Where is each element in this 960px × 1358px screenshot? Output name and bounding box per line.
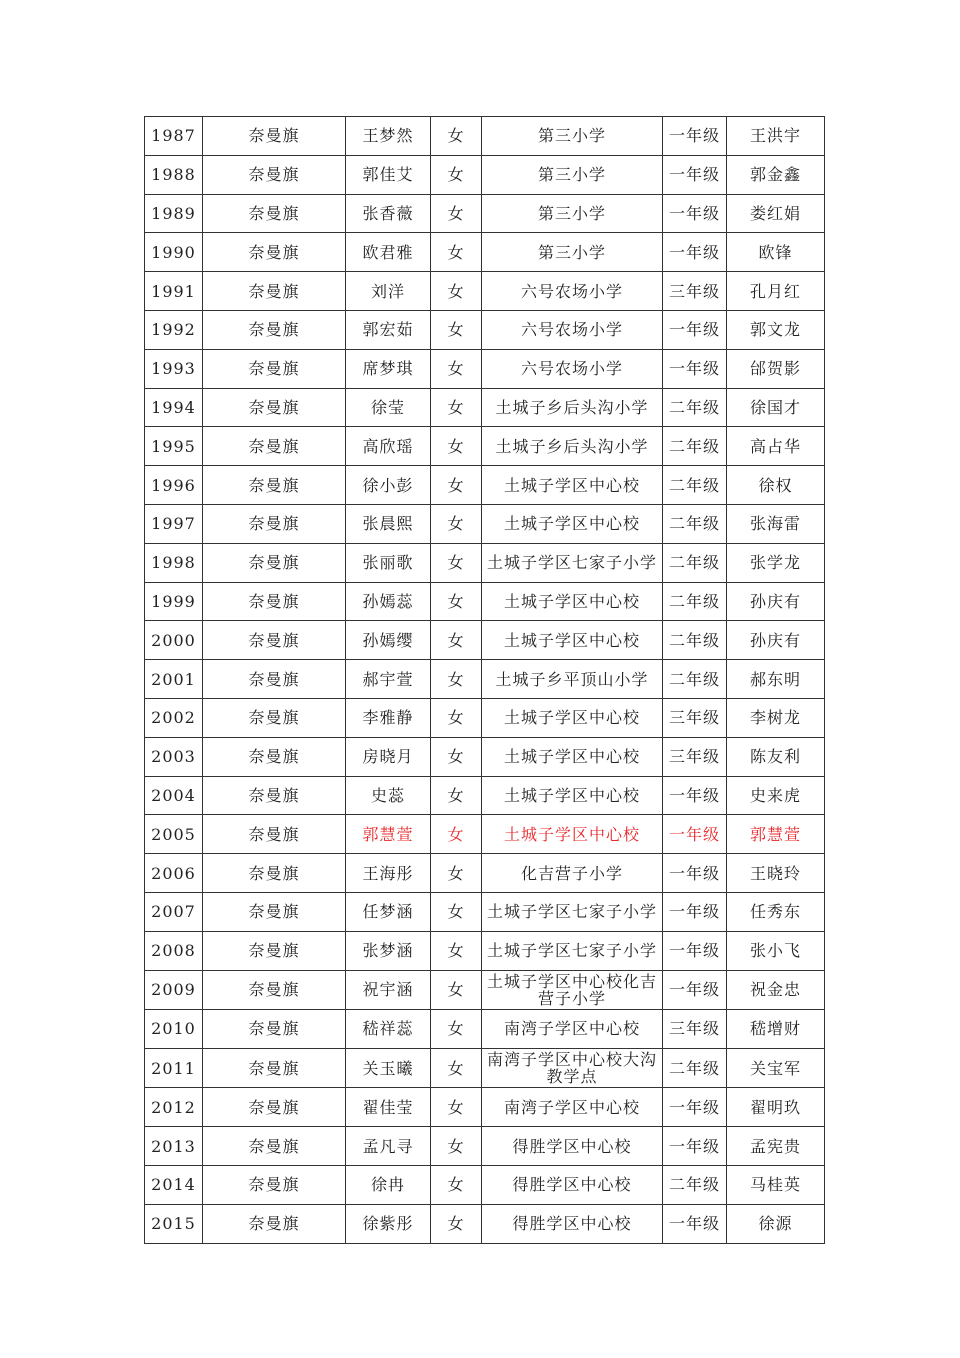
parent-name-cell: 郭慧萱 [727,815,825,854]
gender-cell: 女 [431,582,482,621]
table-row [145,621,825,660]
parent-name-cell: 祝金忠 [727,970,825,1010]
gender-cell: 女 [431,815,482,854]
table-row [145,388,825,427]
student-name-cell: 郭慧萱 [346,815,431,854]
grade-cell: 二年级 [663,543,727,582]
school-cell: 化吉营子小学 [482,854,663,893]
table-row [145,117,825,156]
school-cell: 六号农场小学 [482,349,663,388]
student-name-cell: 郭佳艾 [346,155,431,194]
student-name-cell: 徐紫彤 [346,1204,431,1243]
row-number: 1997 [145,504,203,543]
school-cell: 土城子学区中心校 [482,698,663,737]
parent-name-cell: 王晓玲 [727,854,825,893]
table-row [145,815,825,854]
county-cell: 奈曼旗 [203,233,346,272]
row-number: 1994 [145,388,203,427]
grade-cell: 二年级 [663,466,727,505]
student-name-cell: 张香薇 [346,194,431,233]
parent-name-cell: 张小飞 [727,931,825,970]
table-row [145,194,825,233]
student-name-cell: 郝宇萱 [346,660,431,699]
school-cell: 六号农场小学 [482,310,663,349]
student-name-cell: 孟凡寻 [346,1127,431,1166]
county-cell: 奈曼旗 [203,388,346,427]
county-cell: 奈曼旗 [203,970,346,1010]
gender-cell: 女 [431,1010,482,1049]
parent-name-cell: 郝东明 [727,660,825,699]
parent-name-cell: 徐权 [727,466,825,505]
parent-name-cell: 嵇增财 [727,1010,825,1049]
county-cell: 奈曼旗 [203,776,346,815]
parent-name-cell: 徐源 [727,1204,825,1243]
school-cell: 六号农场小学 [482,272,663,311]
student-name-cell: 徐莹 [346,388,431,427]
roster-table [144,116,825,1244]
student-name-cell: 徐冉 [346,1165,431,1204]
gender-cell: 女 [431,466,482,505]
gender-cell: 女 [431,621,482,660]
table-row [145,1088,825,1127]
school-cell: 第三小学 [482,194,663,233]
table-row [145,1204,825,1243]
row-number: 2004 [145,776,203,815]
gender-cell: 女 [431,776,482,815]
row-number: 1996 [145,466,203,505]
school-cell: 南湾子学区中心校 [482,1010,663,1049]
table-row [145,970,825,1010]
student-name-cell: 高欣瑶 [346,427,431,466]
student-name-cell: 祝宇涵 [346,970,431,1010]
grade-cell: 一年级 [663,349,727,388]
parent-name-cell: 孔月红 [727,272,825,311]
table-row [145,1127,825,1166]
row-number: 2009 [145,970,203,1010]
county-cell: 奈曼旗 [203,1048,346,1088]
grade-cell: 三年级 [663,737,727,776]
gender-cell: 女 [431,737,482,776]
table-row [145,466,825,505]
row-number: 1987 [145,117,203,156]
table-row [145,1165,825,1204]
grade-cell: 一年级 [663,155,727,194]
grade-cell: 一年级 [663,233,727,272]
parent-name-cell: 史来虎 [727,776,825,815]
county-cell: 奈曼旗 [203,1088,346,1127]
school-cell: 得胜学区中心校 [482,1165,663,1204]
grade-cell: 二年级 [663,621,727,660]
county-cell: 奈曼旗 [203,272,346,311]
gender-cell: 女 [431,504,482,543]
table-row [145,543,825,582]
parent-name-cell: 孙庆有 [727,621,825,660]
parent-name-cell: 任秀东 [727,892,825,931]
student-name-cell: 席梦琪 [346,349,431,388]
gender-cell: 女 [431,660,482,699]
county-cell: 奈曼旗 [203,1010,346,1049]
row-number: 1998 [145,543,203,582]
county-cell: 奈曼旗 [203,349,346,388]
grade-cell: 一年级 [663,815,727,854]
grade-cell: 一年级 [663,970,727,1010]
gender-cell: 女 [431,854,482,893]
student-name-cell: 欧君雅 [346,233,431,272]
row-number: 1989 [145,194,203,233]
parent-name-cell: 欧锋 [727,233,825,272]
school-cell: 土城子学区中心校 [482,737,663,776]
county-cell: 奈曼旗 [203,737,346,776]
county-cell: 奈曼旗 [203,1204,346,1243]
county-cell: 奈曼旗 [203,582,346,621]
grade-cell: 二年级 [663,660,727,699]
grade-cell: 一年级 [663,1088,727,1127]
grade-cell: 三年级 [663,1010,727,1049]
parent-name-cell: 徐国才 [727,388,825,427]
grade-cell: 二年级 [663,504,727,543]
grade-cell: 二年级 [663,1165,727,1204]
gender-cell: 女 [431,194,482,233]
row-number: 1988 [145,155,203,194]
table-row [145,427,825,466]
student-name-cell: 关玉曦 [346,1048,431,1088]
parent-name-cell: 王洪宇 [727,117,825,156]
grade-cell: 一年级 [663,854,727,893]
gender-cell: 女 [431,1048,482,1088]
gender-cell: 女 [431,698,482,737]
student-name-cell: 翟佳莹 [346,1088,431,1127]
table-row [145,1010,825,1049]
parent-name-cell: 郭金鑫 [727,155,825,194]
student-name-cell: 李雅静 [346,698,431,737]
grade-cell: 一年级 [663,194,727,233]
grade-cell: 一年级 [663,1204,727,1243]
roster-body [145,117,825,1244]
student-name-cell: 郭宏茹 [346,310,431,349]
school-cell: 土城子学区中心校 [482,621,663,660]
student-name-cell: 王梦然 [346,117,431,156]
gender-cell: 女 [431,1088,482,1127]
row-number: 2003 [145,737,203,776]
school-cell: 第三小学 [482,155,663,194]
table-row [145,737,825,776]
gender-cell: 女 [431,931,482,970]
student-name-cell: 王海彤 [346,854,431,893]
gender-cell: 女 [431,1165,482,1204]
county-cell: 奈曼旗 [203,155,346,194]
school-cell: 土城子学区中心校 [482,466,663,505]
county-cell: 奈曼旗 [203,466,346,505]
county-cell: 奈曼旗 [203,1165,346,1204]
school-cell: 土城子学区中心校 [482,582,663,621]
parent-name-cell: 李树龙 [727,698,825,737]
row-number: 2008 [145,931,203,970]
grade-cell: 二年级 [663,427,727,466]
table-row [145,272,825,311]
parent-name-cell: 高占华 [727,427,825,466]
student-name-cell: 孙嫣蕊 [346,582,431,621]
gender-cell: 女 [431,1204,482,1243]
grade-cell: 二年级 [663,388,727,427]
school-cell: 南湾子学区中心校大沟教学点 [482,1048,663,1088]
grade-cell: 一年级 [663,117,727,156]
table-row [145,931,825,970]
row-number: 1993 [145,349,203,388]
gender-cell: 女 [431,970,482,1010]
county-cell: 奈曼旗 [203,698,346,737]
table-row [145,776,825,815]
table-row [145,233,825,272]
parent-name-cell: 翟明玖 [727,1088,825,1127]
grade-cell: 一年级 [663,776,727,815]
parent-name-cell: 邰贺影 [727,349,825,388]
gender-cell: 女 [431,427,482,466]
gender-cell: 女 [431,892,482,931]
student-name-cell: 嵇祥蕊 [346,1010,431,1049]
row-number: 2006 [145,854,203,893]
county-cell: 奈曼旗 [203,427,346,466]
school-cell: 土城子乡后头沟小学 [482,388,663,427]
grade-cell: 三年级 [663,698,727,737]
table-row [145,854,825,893]
table-row [145,504,825,543]
table-row [145,310,825,349]
school-cell: 土城子乡后头沟小学 [482,427,663,466]
student-name-cell: 刘洋 [346,272,431,311]
parent-name-cell: 孙庆有 [727,582,825,621]
school-cell: 土城子学区中心校化吉营子小学 [482,970,663,1010]
student-name-cell: 任梦涵 [346,892,431,931]
row-number: 2001 [145,660,203,699]
parent-name-cell: 马桂英 [727,1165,825,1204]
row-number: 2015 [145,1204,203,1243]
parent-name-cell: 娄红娟 [727,194,825,233]
school-cell: 第三小学 [482,117,663,156]
student-name-cell: 史蕊 [346,776,431,815]
parent-name-cell: 关宝军 [727,1048,825,1088]
gender-cell: 女 [431,233,482,272]
row-number: 2002 [145,698,203,737]
county-cell: 奈曼旗 [203,931,346,970]
school-cell: 得胜学区中心校 [482,1127,663,1166]
row-number: 2000 [145,621,203,660]
row-number: 2010 [145,1010,203,1049]
grade-cell: 一年级 [663,310,727,349]
row-number: 2012 [145,1088,203,1127]
school-cell: 土城子学区中心校 [482,504,663,543]
grade-cell: 一年级 [663,931,727,970]
school-cell: 南湾子学区中心校 [482,1088,663,1127]
county-cell: 奈曼旗 [203,310,346,349]
parent-name-cell: 张海雷 [727,504,825,543]
row-number: 2013 [145,1127,203,1166]
row-number: 1991 [145,272,203,311]
gender-cell: 女 [431,155,482,194]
school-cell: 土城子学区中心校 [482,776,663,815]
school-cell: 土城子学区七家子小学 [482,892,663,931]
table-row [145,660,825,699]
table-row [145,698,825,737]
gender-cell: 女 [431,272,482,311]
grade-cell: 一年级 [663,1127,727,1166]
county-cell: 奈曼旗 [203,854,346,893]
school-cell: 得胜学区中心校 [482,1204,663,1243]
student-name-cell: 张丽歌 [346,543,431,582]
school-cell: 土城子学区中心校 [482,815,663,854]
parent-name-cell: 孟宪贵 [727,1127,825,1166]
student-name-cell: 徐小彭 [346,466,431,505]
parent-name-cell: 张学龙 [727,543,825,582]
table-row [145,349,825,388]
table-row [145,892,825,931]
gender-cell: 女 [431,543,482,582]
row-number: 2011 [145,1048,203,1088]
county-cell: 奈曼旗 [203,815,346,854]
row-number: 1999 [145,582,203,621]
county-cell: 奈曼旗 [203,1127,346,1166]
gender-cell: 女 [431,1127,482,1166]
student-name-cell: 张梦涵 [346,931,431,970]
grade-cell: 二年级 [663,1048,727,1088]
row-number: 1990 [145,233,203,272]
school-cell: 第三小学 [482,233,663,272]
county-cell: 奈曼旗 [203,543,346,582]
row-number: 1992 [145,310,203,349]
grade-cell: 三年级 [663,272,727,311]
county-cell: 奈曼旗 [203,504,346,543]
table-row [145,1048,825,1088]
gender-cell: 女 [431,349,482,388]
school-cell: 土城子乡平顶山小学 [482,660,663,699]
gender-cell: 女 [431,310,482,349]
grade-cell: 二年级 [663,582,727,621]
county-cell: 奈曼旗 [203,621,346,660]
parent-name-cell: 陈友利 [727,737,825,776]
county-cell: 奈曼旗 [203,660,346,699]
school-cell: 土城子学区七家子小学 [482,931,663,970]
row-number: 1995 [145,427,203,466]
county-cell: 奈曼旗 [203,892,346,931]
parent-name-cell: 郭文龙 [727,310,825,349]
gender-cell: 女 [431,388,482,427]
county-cell: 奈曼旗 [203,117,346,156]
county-cell: 奈曼旗 [203,194,346,233]
student-name-cell: 孙嫣缨 [346,621,431,660]
table-row [145,582,825,621]
row-number: 2005 [145,815,203,854]
grade-cell: 一年级 [663,892,727,931]
student-name-cell: 张晨熙 [346,504,431,543]
table-row [145,155,825,194]
row-number: 2014 [145,1165,203,1204]
gender-cell: 女 [431,117,482,156]
student-name-cell: 房晓月 [346,737,431,776]
school-cell: 土城子学区七家子小学 [482,543,663,582]
row-number: 2007 [145,892,203,931]
